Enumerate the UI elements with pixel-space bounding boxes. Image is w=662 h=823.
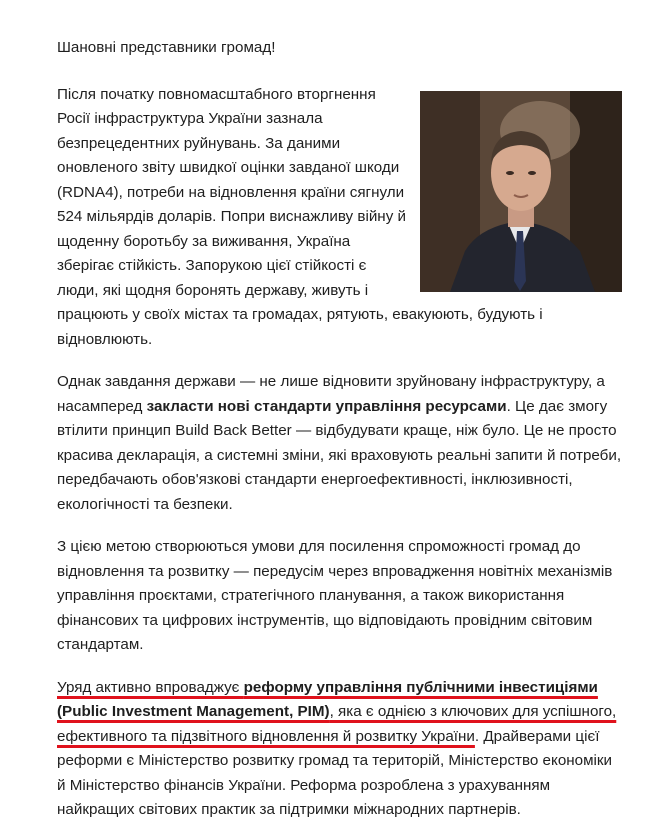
portrait-illustration <box>420 91 622 292</box>
man-portrait-photo <box>420 91 622 292</box>
greeting: Шановні представники громад! <box>57 39 276 56</box>
paragraph-2-bold: закласти нові стандарти управління ресурсами <box>146 397 507 415</box>
underlined-bold-reform: реформу управління публічними інвестиціями (Public Investment Management, PIM) <box>57 678 598 720</box>
underlined-text-a: Уряд активно впроваджує <box>57 678 244 696</box>
underlined-text-c: , яка є однією з ключових для успішного, ефективного та підзвітного відновлення й розвитку України <box>57 703 617 745</box>
paragraph-4-text-d: . Драйверами цієї реформи є Міністерство розвитку громад та територій, Міністерство економіки й Міністерство фінансів України. Реформа розроблена з урахуванням найкращих світових практик за підтримки міжнародних партнерів. <box>57 727 613 818</box>
paragraph-2-text-c: . Це дає змогу втілити принцип Build Back Better — відбудувати краще, ніж було. Це не просто красива декларація, а системні зміни, які враховують реальні запити й потреби, передбачають обов'язкові стандарти енергоефективності, інклюзивності, екологічності та безпеки. <box>57 397 622 513</box>
paragraph-3: З цією метою створюються умови для посилення спроможності громад до відновлення та розвитку — передусім через впровадження новітніх механізмів управління проєктами, стратегічного планування, а також використання фінансових та цифрових інструментів, що відповідають провідним світовим стандартам. <box>57 538 613 653</box>
paragraph-1: Після початку повномасштабного вторгнення Росії інфраструктура України зазнала безпрецедентних руйнувань. За даними оновленого звіту швидкої оцінки завданої шкоди (RDNA4), потреби на відновлення країни сягнули 524 мільярдів доларів. Попри виснажливу війну й щоденну боротьбу за виживання, Україна зберігає стійкість. Запорукою цієї стійкості є люди, які щодня боронять державу, живуть і працюють у своїх містах та громадах, рятують, евакуюють, будують і відновлюють. <box>57 85 543 348</box>
paragraph-2-text-a: Однак завдання держави — не лише відновити зруйновану інфраструктуру, а насамперед <box>57 373 605 415</box>
paragraph-2 <box>57 370 622 517</box>
paragraph-4 <box>57 676 622 823</box>
